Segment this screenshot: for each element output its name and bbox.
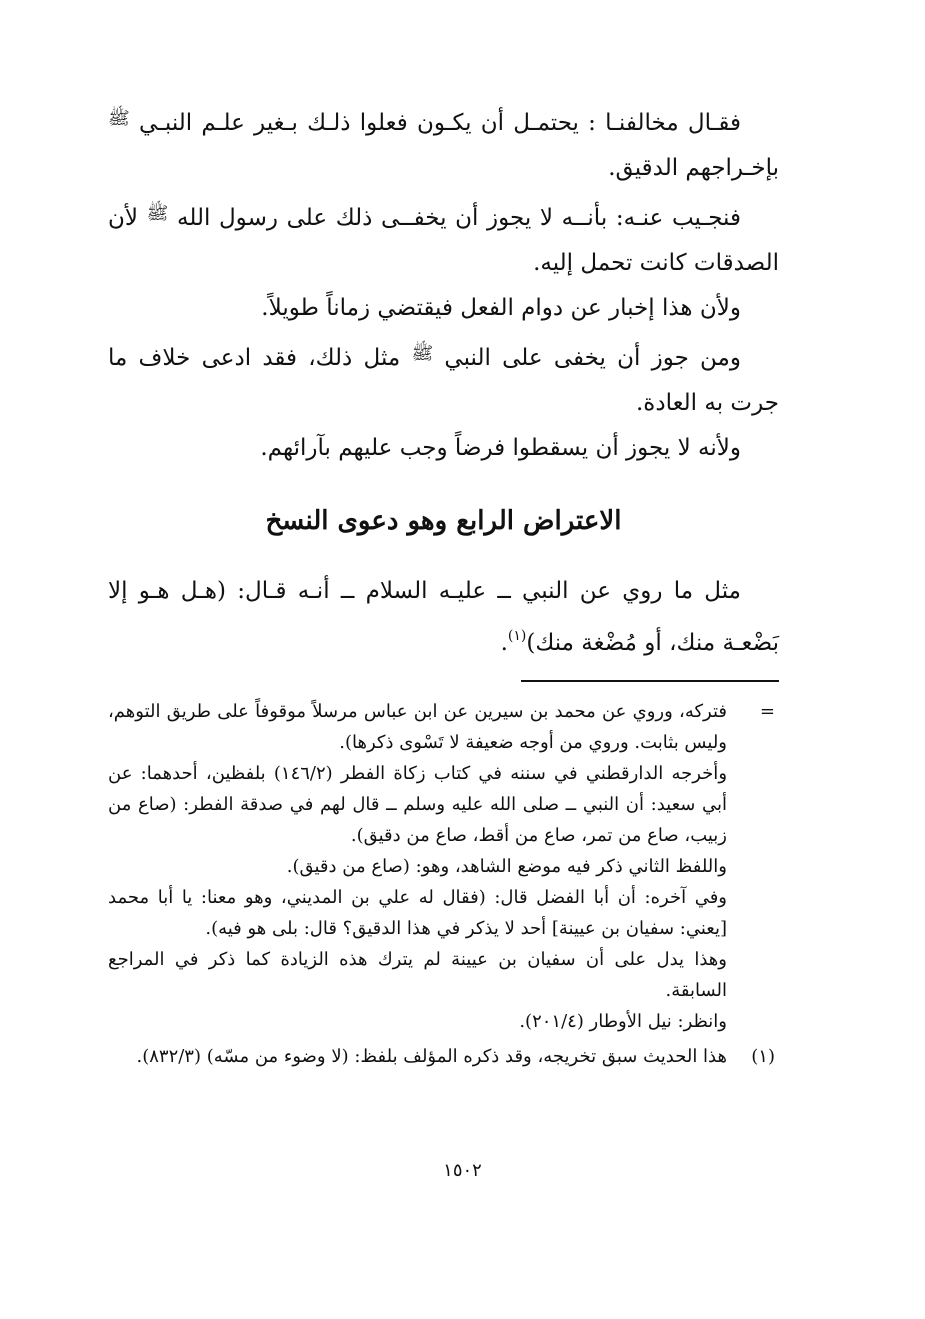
footnote-1-marker: (١) — [751, 1046, 775, 1067]
footnote-line: وفي آخره: أن أبا الفضل قال: (فقال له علي بن المديني، وهو معنا: يا أبا محمد [يعني: سفيان بن عيينة] أحد لا يذكر في هذا الدقيق؟ قال: بلى هو فيه). — [108, 887, 727, 939]
footnote-1-text: هذا الحديث سبق تخريجه، وقد ذكره المؤلف بلفظ: (لا وضوء من مسّه) (٨٣٢/٣). — [136, 1046, 727, 1067]
paragraph-4-text-a: ومن جوز أن يخفى على النبي — [433, 345, 741, 371]
footnote-line: وانظر: نيل الأوطار (٢٠١/٤). — [519, 1011, 727, 1032]
footnote-1-body — [108, 1041, 727, 1072]
paragraph-4 — [108, 331, 779, 426]
paragraph-2-text-a: فنجـيب عنـه: بأنــه لا يجوز أن يخفــى ذلك على رسول الله — [168, 205, 741, 231]
paragraph-6-end: . — [500, 630, 508, 656]
paragraph-2-text-b: لأن الصدقات كانت تحمل إليه. — [108, 205, 779, 276]
paragraph-4-text-b: مثل ذلك، فقد ادعى خلاف ما جرت به العادة. — [108, 345, 779, 416]
salutation-glyph: ﷺ — [108, 108, 130, 129]
footnote-reference: (١) — [507, 628, 527, 644]
footnote-continuation — [108, 696, 779, 1037]
page-number: ١٥٠٢ — [443, 1160, 482, 1181]
salutation-glyph: ﷺ — [411, 343, 434, 364]
paragraph-6 — [108, 569, 779, 666]
main-text — [108, 96, 779, 666]
footnote-1 — [108, 1041, 779, 1072]
paragraph-5: ولأنه لا يجوز أن يسقطوا فرضاً وجب عليهم بآرائهم. — [260, 435, 741, 461]
footnote-continuation-body — [108, 696, 727, 1037]
paragraph-1-text-b: بإخـراجهم الدقيق. — [608, 155, 779, 181]
footnote-line: فتركه، وروي عن محمد بن سيرين عن ابن عباس مرسلاً موقوفاً على طريق التوهم، وليس بثابت. وروي من أوجه ضعيفة لا تَسْوى ذكرها). — [108, 701, 727, 753]
footnotes — [108, 696, 779, 1072]
section-heading: الاعتراض الرابع وهو دعوى النسخ — [265, 506, 622, 536]
paragraph-1-text-a: فقـال مخالفنـا : يحتمـل أن يكـون فعلوا ذلـك بـغير علـم النبـي — [129, 110, 741, 136]
paragraph-1 — [108, 96, 779, 191]
footnote-line: وهذا يدل على أن سفيان بن عيينة لم يترك هذه الزيادة كما ذكر في المراجع السابقة. — [108, 949, 727, 1001]
salutation-glyph: ﷺ — [146, 203, 169, 224]
continuation-marker: = — [759, 701, 775, 722]
paragraph-2 — [108, 191, 779, 286]
footnote-separator — [521, 680, 779, 682]
footnote-line: واللفظ الثاني ذكر فيه موضع الشاهد، وهو: (صاع من دقيق). — [286, 856, 727, 877]
footnote-line: وأخرجه الدارقطني في سننه في كتاب زكاة الفطر (١٤٦/٢) بلفظين، أحدهما: عن أبي سعيد: أن النبي ــ صلى الله عليه وسلم ــ قال لهم في صدقة الفطر: (صاع من زبيب، صاع من تمر، صاع من أقط، صاع من دقيق). — [108, 763, 728, 846]
paragraph-3: ولأن هذا إخبار عن دوام الفعل فيقتضي زماناً طويلاً. — [261, 295, 741, 321]
paragraph-6-text: مثل ما روي عن النبي ــ عليـه السلام ــ أنـه قـال: (هـل هـو إلا بَضْعـة منك، أو مُضْغة منك) — [108, 578, 779, 656]
